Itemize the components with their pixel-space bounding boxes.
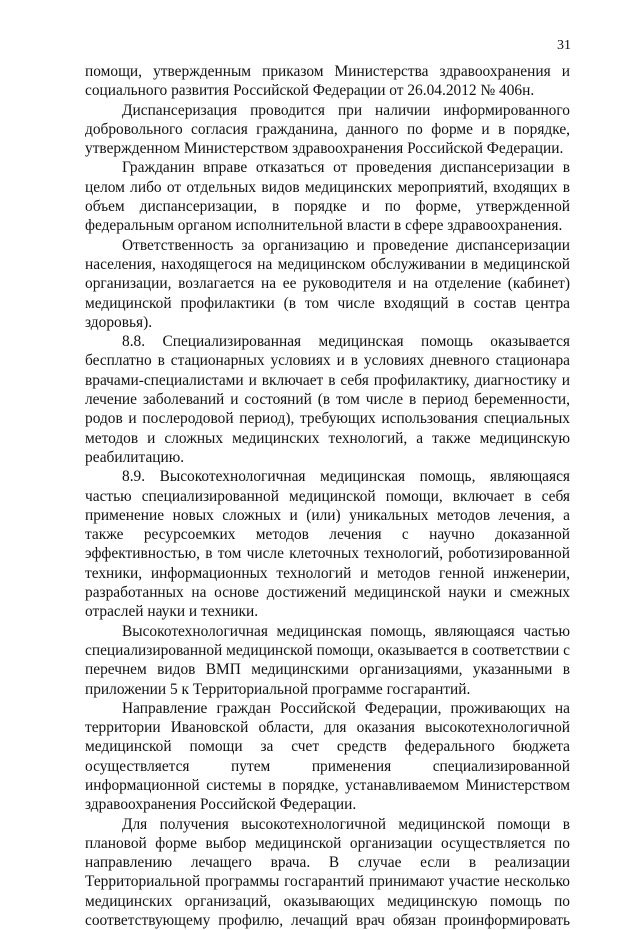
paragraph-refusal-right: Гражданин вправе отказаться от проведения диспансеризации в целом либо от отдельных видов медицинских мероприятий, входящих в объем диспансеризации, в порядке и по форме, утвержденной федеральным органом исполнительной власти в сфере здравоохранения. [85, 159, 570, 235]
paragraph-8-9-high-tech-care: 8.9. Высокотехнологичная медицинская помощь, являющаяся частью специализированной медицинской помощи, включает в себя применение новых сложных и (или) уникальных методов лечения, а также ресурсоемких методов лечения с научно доказанной эффективностью, в том числе клеточных технологий, роботизированной техники, информационных технологий и методов генной инженерии, разработанных на основе достижений медицинской науки и смежных отраслей науки и техники. [85, 468, 570, 621]
paragraph-planned-referral: Для получения высокотехнологичной медицинской помощи в плановой форме выбор медицинской организации осуществляется по направлению лечащего врача. В случае если в реализации Территориальной программы госгарантий принимают участие несколько медицинских организаций, оказывающих медицинскую помощь по соответствующему профилю, лечащий врач обязан проинформировать [85, 815, 570, 930]
page-number: 31 [557, 38, 571, 53]
paragraph-hightech-provision: Высокотехнологичная медицинская помощь, являющаяся частью специализированной медицинской помощи, оказывается в соответствии с перечнем видов ВМП медицинскими организациями, указанными в приложении 5 к Территориальной программе госгарантий. [85, 622, 570, 698]
paragraph-referral-federal: Направление граждан Российской Федерации, проживающих на территории Ивановской области, для оказания высокотехнологичной медицинской помощи за счет средств федерального бюджета осуществляется путем применения специализированной информационной системы в порядке, устанавливаемом Министерством здравоохранения Российской Федерации. [85, 699, 570, 814]
document-body [85, 62, 570, 930]
paragraph-informed-consent: Диспансеризация проводится при наличии информированного добровольного согласия гражданина, данного по форме и в порядке, утвержденном Министерством здравоохранения Российской Федерации. [85, 101, 570, 158]
paragraph-8-8-specialized-care: 8.8. Специализированная медицинская помощь оказывается бесплатно в стационарных условиях и в условиях дневного стационара врачами-специалистами и включает в себя профилактику, диагностику и лечение заболеваний и состояний (в том числе в период беременности, родов и послеродовой период), требующих использования специальных методов и сложных медицинских технологий, а также медицинскую реабилитацию. [85, 333, 570, 466]
paragraph-responsibility: Ответственность за организацию и проведение диспансеризации населения, находящегося на медицинском обслуживании в медицинской организации, возлагается на ее руководителя и на отделение (кабинет) медицинской профилактики (в том числе входящий в состав центра здоровья). [85, 236, 570, 331]
paragraph-continuation: помощи, утвержденным приказом Министерства здравоохранения и социального развития Российской Федерации от 26.04.2012 № 406н. [85, 63, 570, 100]
